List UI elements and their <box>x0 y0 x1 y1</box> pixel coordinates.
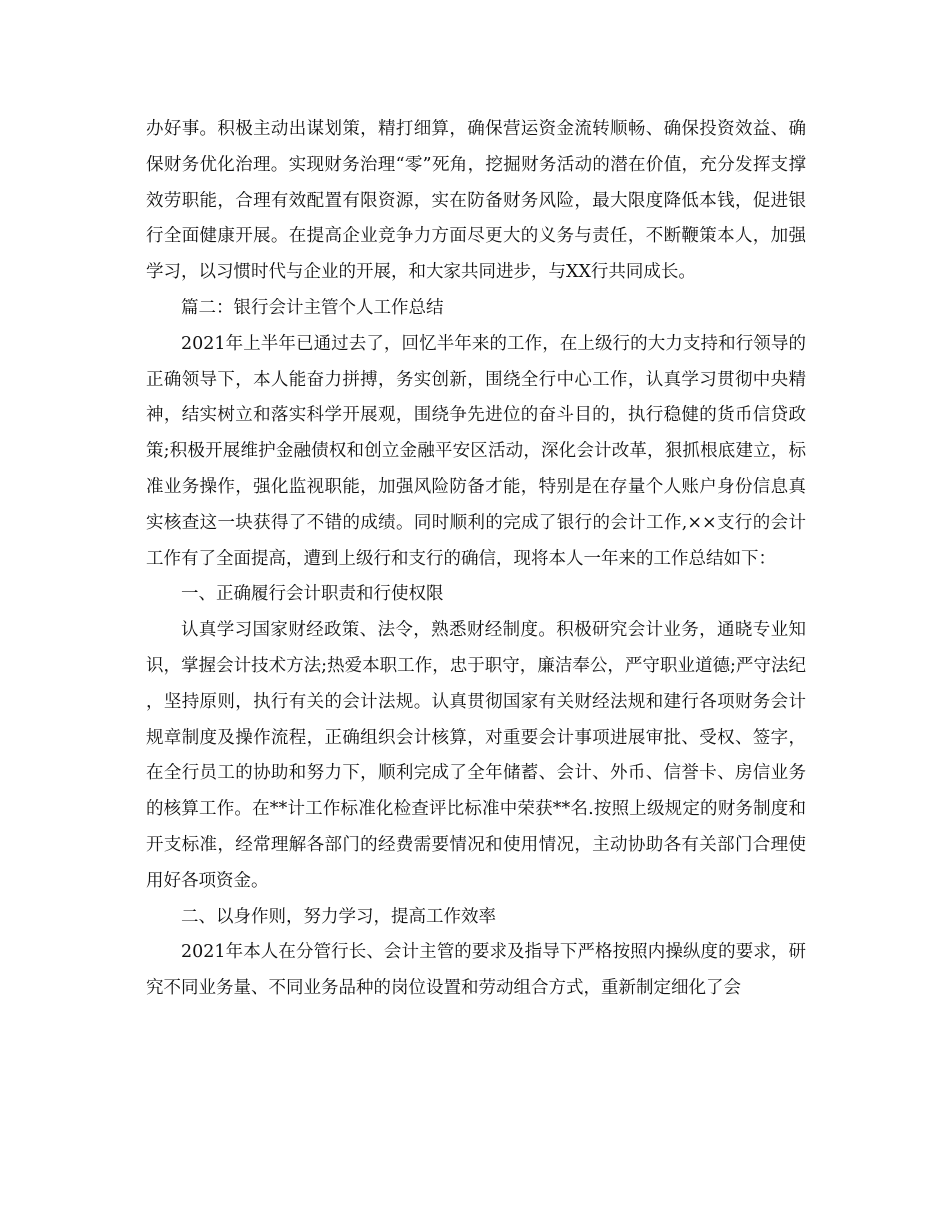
paragraph-intro: 2021年上半年已通过去了，回忆半年来的工作，在上级行的大力支持和行领导的正确领导下，本人能奋力拼搏，务实创新，围绕全行中心工作，认真学习贯彻中央精神，结实树立和落实科学开展观，围绕争先进位的奋斗目的，执行稳健的货币信贷政策;积极开展维护金融债权和创立金融平安区活动，深化会计改革，狠抓根底建立，标准业务操作，强化监视职能，加强风险防备才能，特别是在存量个人账户身份信息真实核查这一块获得了不错的成绩。同时顺利的完成了银行的会计工作,××支行的会计工作有了全面提高，遭到上级行和支行的确信，现将本人一年来的工作总结如下： <box>146 333 806 569</box>
paragraph-section-two: 2021年本人在分管行长、会计主管的要求及指导下严格按照内操纵度的要求，研究不同业务量、不同业务品种的岗位设置和劳动组合方式，重新制定细化了会 <box>146 942 806 999</box>
paragraph-section-one: 认真学习国家财经政策、法令，熟悉财经制度。积极研究会计业务，通晓专业知识，掌握会计技术方法;热爱本职工作，忠于职守，廉洁奉公，严守职业道德;严守法纪，坚持原则，执行有关的会计法规。认真贯彻国家有关财经法规和建行各项财务会计规章制度及操作流程，正确组织会计核算，对重要会计事项进展审批、受权、签字，在全行员工的协助和努力下，顺利完成了全年储蓄、会计、外币、信誉卡、房信业务的核算工作。在**计工作标准化检查评比标准中荣获**名.按照上级规定的财务制度和开支标准，经常理解各部门的经费需要情况和使用情况，主动协助各有关部门合理使用好各项资金。 <box>146 620 806 891</box>
section-heading-two: 二、以身作则，努力学习，提高工作效率 <box>181 906 496 927</box>
document-page <box>146 112 806 1007</box>
paragraph-continuation: 办好事。积极主动出谋划策，精打细算，确保营运资金流转顺畅、确保投资效益、确保财务优化治理。实现财务治理“零”死角，挖掘财务活动的潜在价值，充分发挥支撑效劳职能，合理有效配置有限资源，实在防备财务风险，最大限度降低本钱，促进银行全面健康开展。在提高企业竞争力方面尽更大的义务与责任，不断鞭策本人，加强学习，以习惯时代与企业的开展，和大家共同进步，与XX行共同成长。 <box>146 119 806 283</box>
section-heading-one: 一、正确履行会计职责和行使权限 <box>181 584 444 605</box>
section-heading-chapter-two: 篇二：银行会计主管个人工作总结 <box>181 297 444 318</box>
